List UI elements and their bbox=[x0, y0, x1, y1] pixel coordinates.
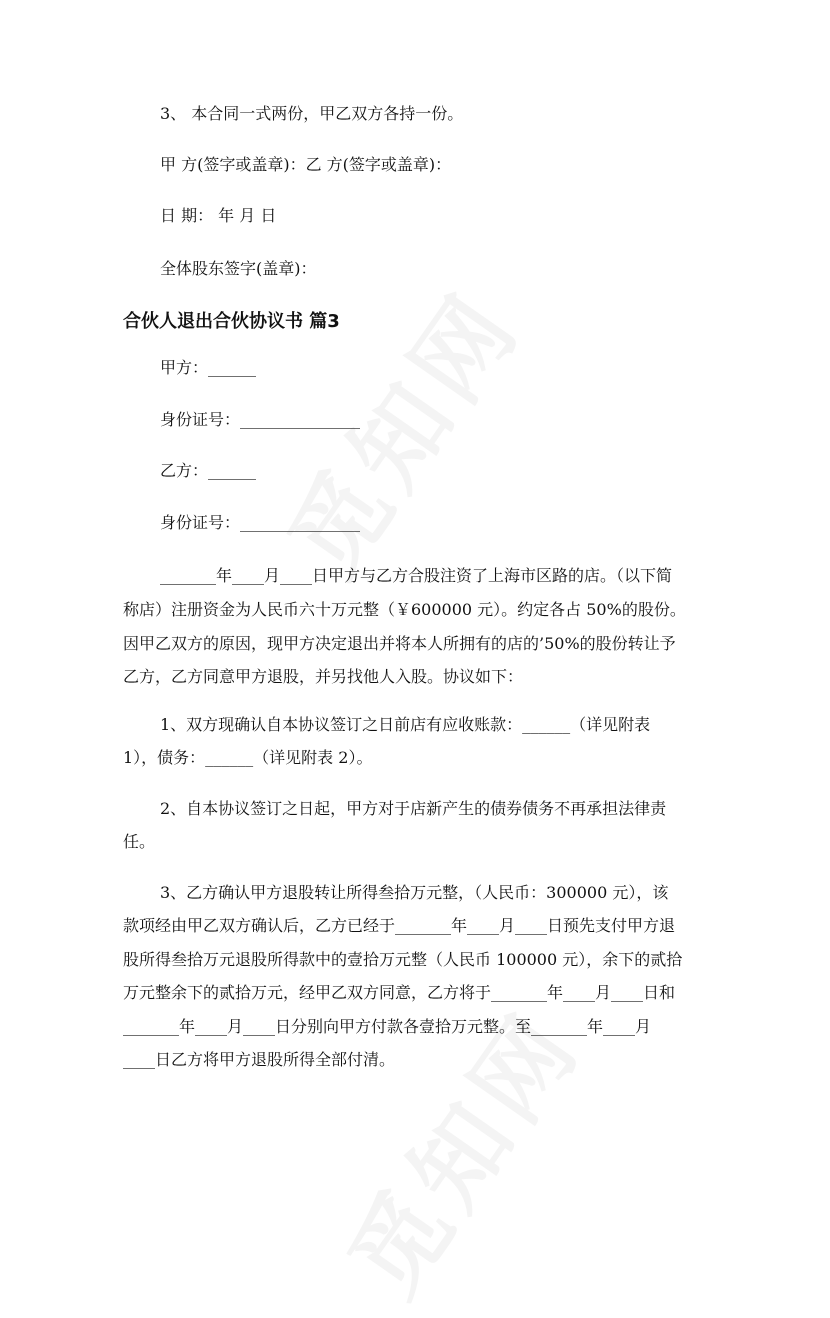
clause-3-line: 万元整余下的贰拾万元，经甲乙双方同意，乙方将于_______年____月____日和 bbox=[123, 983, 676, 1002]
signature-date: 日 期： 年 月 日 bbox=[160, 206, 277, 225]
intro-line: 称店）注册资金为人民币六十万元整（￥600000 元）。约定各占 50%的股份。 bbox=[123, 600, 686, 619]
intro-line: 乙方，乙方同意甲方退股，并另找他人入股。协议如下： bbox=[123, 667, 524, 686]
clause-3-line: 3、乙方确认甲方退股转让所得叁拾万元整，（人民币：300000 元），该 bbox=[160, 883, 669, 902]
intro-line: 因甲乙双方的原因，现甲方决定退出并将本人所拥有的店的’50%的股份转让予 bbox=[123, 634, 676, 653]
clause-3-line: ____日乙方将甲方退股所得全部付清。 bbox=[123, 1050, 396, 1069]
party-a-id-field: 身份证号：_______________ bbox=[160, 410, 361, 429]
clause-3-copies: 3、 本合同一式两份，甲乙双方各持一份。 bbox=[160, 104, 464, 123]
party-b-id-field: 身份证号：_______________ bbox=[160, 513, 361, 532]
clause-3-line: 股所得叁拾万元退股所得款中的壹拾万元整（人民币 100000 元），余下的贰拾 bbox=[123, 950, 683, 969]
clause-3-line: 款项经由甲乙双方确认后，乙方已经于_______年____月____日预先支付甲方退 bbox=[123, 916, 676, 935]
party-a-field: 甲方：______ bbox=[160, 358, 257, 377]
clause-2-line: 任。 bbox=[123, 832, 156, 851]
section-heading: 合伙人退出合伙协议书 篇3 bbox=[123, 311, 340, 332]
clause-3-line: _______年____月____日分别向甲方付款各壹拾万元整。至_______年____月 bbox=[123, 1017, 652, 1036]
shareholders-signature: 全体股东签字(盖章)： bbox=[160, 259, 317, 278]
intro-line: _______年____月____日甲方与乙方合股注资了上海市区路的店。（以下简 bbox=[160, 566, 673, 585]
clause-1-line: 1、双方现确认自本协议签订之日前店有应收账款：______（详见附表 bbox=[160, 715, 651, 734]
clause-1-line: 1），债务：______（详见附表 2）。 bbox=[123, 748, 373, 767]
signature-parties: 甲 方(签字或盖章)：乙 方(签字或盖章)： bbox=[160, 155, 452, 174]
clause-2-line: 2、自本协议签订之日起，甲方对于店新产生的债券债务不再承担法律责 bbox=[160, 799, 667, 818]
party-b-field: 乙方：______ bbox=[160, 461, 257, 480]
